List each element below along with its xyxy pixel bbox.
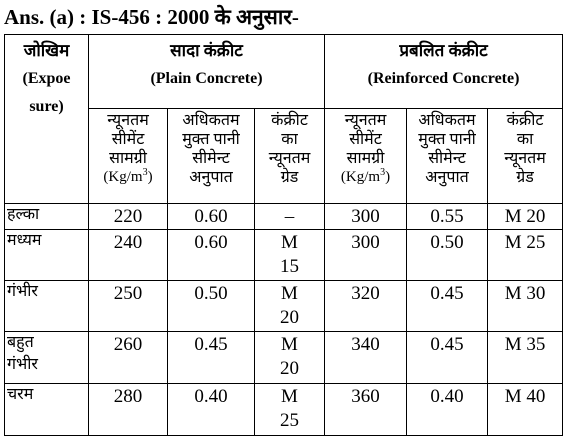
- table-row: [5, 204, 563, 230]
- table-row: [5, 332, 563, 384]
- pc-cement-cell: 250: [89, 281, 168, 332]
- rc-wc-cell: 0.40: [407, 384, 488, 436]
- exposure-header: जोखिम (Expoe sure): [5, 35, 89, 204]
- pc-grade-cell: M 15: [255, 230, 325, 281]
- rc-grade-cell: M 25: [488, 230, 563, 281]
- rc-wc-cell: 0.45: [407, 332, 488, 384]
- rc-wc-cell: 0.55: [407, 204, 488, 230]
- rc-grade-cell: M 35: [488, 332, 563, 384]
- rc-max-wc-header: अधिकतम मुक्त पानी सीमेन्ट अनुपात: [407, 109, 488, 204]
- pc-grade-cell: M 25: [255, 384, 325, 436]
- exposure-cell: बहुत गंभीर: [5, 332, 89, 384]
- table-row: [5, 230, 563, 281]
- rc-cement-cell: 300: [325, 230, 407, 281]
- rc-min-grade-header: कंक्रीट का न्यूनतम ग्रेड: [488, 109, 563, 204]
- pc-min-grade-header: कंक्रीट का न्यूनतम ग्रेड: [255, 109, 325, 204]
- pc-wc-cell: 0.50: [168, 281, 255, 332]
- pc-wc-cell: 0.60: [168, 230, 255, 281]
- rc-cement-cell: 340: [325, 332, 407, 384]
- concrete-requirements-table: [4, 34, 563, 436]
- table-row: [5, 281, 563, 332]
- rc-grade-cell: M 20: [488, 204, 563, 230]
- pc-grade-cell: –: [255, 204, 325, 230]
- subheader-row: [5, 109, 563, 204]
- pc-wc-cell: 0.40: [168, 384, 255, 436]
- pc-min-cement-header: न्यूनतम सीमेंट सामग्री $(Kg/m^3)$: [89, 109, 168, 204]
- rc-grade-cell: M 40: [488, 384, 563, 436]
- pc-wc-cell: 0.45: [168, 332, 255, 384]
- pc-cement-cell: 220: [89, 204, 168, 230]
- rc-wc-cell: 0.45: [407, 281, 488, 332]
- rc-wc-cell: 0.50: [407, 230, 488, 281]
- plain-concrete-header: सादा कंक्रीट (Plain Concrete): [89, 35, 325, 109]
- pc-cement-cell: 280: [89, 384, 168, 436]
- exposure-cell: गंभीर: [5, 281, 89, 332]
- pc-grade-cell: M 20: [255, 332, 325, 384]
- exposure-cell: हल्का: [5, 204, 89, 230]
- rc-min-cement-header: न्यूनतम सीमेंट सामग्री $(Kg/m^3)$: [325, 109, 407, 204]
- rc-cement-cell: 320: [325, 281, 407, 332]
- rc-cement-cell: 300: [325, 204, 407, 230]
- pc-grade-cell: M 20: [255, 281, 325, 332]
- answer-title: Ans. (a) : IS-456 : 2000 के अनुसार-: [4, 5, 299, 29]
- exposure-cell: मध्यम: [5, 230, 89, 281]
- pc-max-wc-header: अधिकतम मुक्त पानी सीमेन्ट अनुपात: [168, 109, 255, 204]
- reinforced-concrete-header: प्रबलित कंक्रीट (Reinforced Concrete): [325, 35, 563, 109]
- table-row: [5, 384, 563, 436]
- rc-cement-cell: 360: [325, 384, 407, 436]
- header-row: [5, 35, 563, 109]
- pc-wc-cell: 0.60: [168, 204, 255, 230]
- pc-cement-cell: 240: [89, 230, 168, 281]
- pc-cement-cell: 260: [89, 332, 168, 384]
- exposure-cell: चरम: [5, 384, 89, 436]
- rc-grade-cell: M 30: [488, 281, 563, 332]
